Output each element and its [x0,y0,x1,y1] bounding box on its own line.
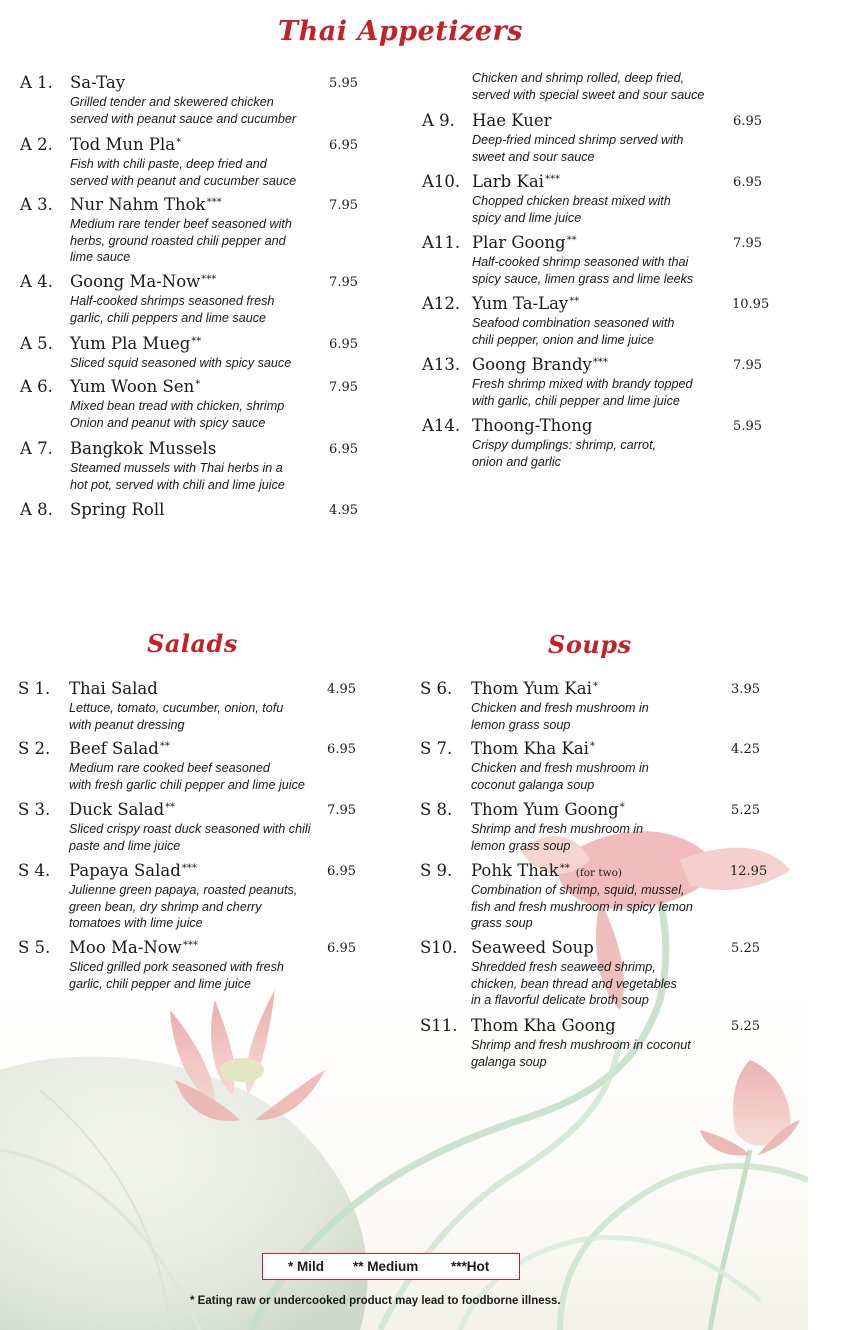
item-name [472,355,608,374]
item-code: A 4. [20,272,53,291]
item-name [70,272,216,291]
description-line: with garlic, chili pepper and lime juice [472,393,680,408]
item-name [70,195,222,214]
item-note: (for two) [575,867,623,879]
item-name [471,800,625,819]
item-code: A 2. [20,135,53,154]
item-price: 12.95 [730,864,768,879]
soups-title: Soups [548,630,632,659]
item-price: 7.95 [329,198,358,213]
description-line: Sliced grilled pork seasoned with fresh [69,960,284,974]
item-name [69,800,175,819]
item-name [70,439,216,458]
item-description [471,882,693,932]
spice-level: *** [544,174,560,185]
item-price: 7.95 [733,236,762,251]
item-name [471,679,598,698]
legend-mild: * Mild [288,1259,324,1274]
item-name [471,938,594,957]
item-price: 5.25 [731,1019,760,1034]
item-code: S 8. [420,800,453,819]
item-price: 4.95 [329,503,358,518]
description-line: tomatoes with lime juice [69,916,203,931]
item-code: A 6. [20,377,53,396]
item-price: 3.95 [731,682,760,697]
item-description [471,1037,691,1070]
item-description [471,821,643,854]
description-line: Steamed mussels with Thai herbs in a [70,461,283,475]
description-line: herbs, ground roasted chili pepper and [70,233,286,248]
item-name-text: Papaya Salad [69,861,181,880]
item-name [472,416,592,435]
item-name [69,938,198,957]
item-name [471,739,595,758]
item-name-text: Pohk Thak [471,861,559,880]
description-line: Shrimp and fresh mushroom in [471,822,644,836]
item-price: 6.95 [733,175,762,190]
spice-level: *** [182,940,198,951]
item-code: A11. [422,233,461,252]
item-name [70,135,181,154]
spice-legend [262,1253,520,1280]
description-line: garlic, chili pepper and lime juice [69,976,252,991]
item-description [471,700,649,733]
foodborne-warning: * Eating raw or undercooked product may lead to foodborne illness. [190,1295,561,1307]
item-code: A14. [422,416,461,435]
item-description [70,216,292,266]
item-code: A 1. [20,73,53,92]
description-line: green bean, dry shrimp and cherry [69,899,262,914]
item-name [70,377,200,396]
item-code: S 4. [18,861,51,880]
item-name [69,861,197,880]
description-line: Seafood combination seasoned with [472,316,675,330]
spice-level: ** [559,863,570,874]
description-line: Chopped chicken breast mixed with [472,194,671,208]
item-name-text: Yum Woon Sen [70,377,195,396]
description-line: lemon grass soup [471,838,571,853]
description-line: grass soup [471,916,533,931]
spice-level: ** [191,336,202,347]
item-code: A12. [422,294,461,313]
item-name [472,172,560,191]
item-description [69,959,284,992]
item-description [69,700,283,733]
item-description [70,355,291,372]
description-line: lime sauce [70,250,131,265]
item-price: 5.95 [329,76,358,91]
item-code: A 9. [422,111,455,130]
description-line: Medium rare cooked beef seasoned [69,761,270,775]
description-line: served with peanut sauce and cucumber [70,111,297,126]
item-description [70,460,285,493]
description-line: chicken, bean thread and vegetables [471,976,677,991]
description-line: Sliced squid seasoned with spicy sauce [70,356,292,370]
item-price: 6.95 [733,114,762,129]
item-name [472,294,579,313]
description-line: spicy and lime juice [472,210,582,225]
spice-level: * [195,379,201,390]
spice-level: *** [592,357,608,368]
description-line: hot pot, served with chili and lime juice [70,477,285,492]
spice-level: * [589,741,595,752]
spice-level: *** [201,274,217,285]
item-description [70,156,296,189]
item-description [70,94,296,127]
item-name-text: Bangkok Mussels [70,439,217,458]
item-name-text: Thom Kha Kai [471,739,589,758]
description-line: served with peanut and cucumber sauce [70,173,297,188]
description-line: Sliced crispy roast duck seasoned with chili [69,822,311,836]
item-price: 6.95 [329,138,358,153]
item-description [472,193,671,226]
right-margin [808,0,846,1330]
item-name-text: Thom Yum Kai [471,679,592,698]
legend-medium: ** Medium [353,1259,419,1274]
description-line: Combination of shrimp, squid, mussel, [471,883,685,897]
item-price: 10.95 [732,297,770,312]
item-price: 6.95 [327,941,356,956]
item-name-text: Thom Kha Goong [471,1016,616,1035]
description-line: chili pepper, onion and lime juice [472,332,655,347]
item-name-text: Moo Ma-Now [69,938,182,957]
item-code: A 8. [20,500,53,519]
item-code: S10. [420,938,458,957]
item-code: S 9. [420,861,453,880]
item-name-text: Goong Ma-Now [70,272,201,291]
item-description [471,959,677,1009]
item-code: S 1. [18,679,51,698]
item-code: S11. [420,1016,458,1035]
item-name-text: Thai Salad [69,679,158,698]
item-price: 5.25 [731,941,760,956]
item-name [472,111,551,130]
description-line: Half-cooked shrimp seasoned with thai [472,255,689,269]
description-line: with peanut dressing [69,717,185,732]
spice-level: * [176,137,182,148]
item-name-text: Thoong-Thong [472,416,593,435]
item-description [69,882,297,932]
description-line: Grilled tender and skewered chicken [70,95,274,109]
description-line: fish and fresh mushroom in spicy lemon [471,899,693,914]
description-line: Onion and peanut with spicy sauce [70,415,266,430]
description-line: coconut galanga soup [471,777,595,792]
item-name [471,861,622,880]
description-line: in a flavorful delicate broth soup [471,993,649,1008]
spice-level: ** [569,296,580,307]
description-line: Julienne green papaya, roasted peanuts, [69,883,298,897]
appetizers-title: Thai Appetizers [278,16,523,47]
item-code: S 5. [18,938,51,957]
item-name-text: Thom Yum Goong [471,800,619,819]
item-code: S 3. [18,800,51,819]
description-line: Chicken and fresh mushroom in [471,761,649,775]
spice-level: * [592,681,598,692]
item-description [472,132,683,165]
item-description [472,254,693,287]
item-code: A13. [422,355,461,374]
item-name-text: Nur Nahm Thok [70,195,206,214]
item-price: 6.95 [329,442,358,457]
description-line: Shrimp and fresh mushroom in coconut [471,1038,691,1052]
item-code: S 7. [420,739,453,758]
item-description [70,293,274,326]
description-line: with fresh garlic chili pepper and lime juice [69,777,305,792]
item-description [472,376,693,409]
item-description [471,760,649,793]
item-name-text: Yum Pla Mueg [70,334,191,353]
item-name-text: Sa-Tay [70,73,126,92]
description-line: onion and garlic [472,454,561,469]
item-price: 7.95 [329,275,358,290]
description-line: sweet and sour sauce [472,149,595,164]
item-price: 7.95 [329,380,358,395]
item-price: 6.95 [329,337,358,352]
description-line: Shredded fresh seaweed shrimp, [471,960,656,974]
description-line: galanga soup [471,1054,547,1069]
salads-title: Salads [147,629,238,658]
item-name-text: Tod Mun Pla [70,135,176,154]
spice-level: ** [165,802,176,813]
item-name [70,500,164,519]
item-code: S 6. [420,679,453,698]
description-line: Mixed bean tread with chicken, shrimp [70,399,285,413]
description-line: Fish with chili paste, deep fried and [70,157,267,171]
item-name-text: Hae Kuer [472,111,552,130]
spice-level: *** [181,863,197,874]
description-line: spicy sauce, limen grass and lime leeks [472,271,694,286]
description-line: Crispy dumplings: shrimp, carrot, [472,438,657,452]
item-price: 6.95 [327,742,356,757]
description-line: Half-cooked shrimps seasoned fresh [70,294,275,308]
description-line: Fresh shrimp mixed with brandy topped [472,377,693,391]
legend-hot: ***Hot [451,1259,490,1274]
spice-level: * [619,802,625,813]
spice-level: ** [159,741,170,752]
spice-level: ** [566,235,577,246]
description-line: Deep-fried minced shrimp served with [472,133,684,147]
item-code: A 5. [20,334,53,353]
item-code: A10. [422,172,461,191]
item-description [70,398,284,431]
item-price: 4.95 [327,682,356,697]
description-line: lemon grass soup [471,717,571,732]
item-name [70,334,201,353]
item-price: 4.25 [731,742,760,757]
item-name [471,1016,616,1035]
item-name [472,233,577,252]
description-line: Chicken and fresh mushroom in [471,701,649,715]
item-description [69,760,305,793]
description-line: Lettuce, tomato, cucumber, onion, tofu [69,701,284,715]
continued-description: Chicken and shrimp rolled, deep fried, served with special sweet and sour sauce [472,71,705,102]
item-code: A 7. [20,439,53,458]
item-description [472,315,674,348]
description-line: garlic, chili peppers and lime sauce [70,310,267,325]
item-description [69,821,311,854]
spice-level: *** [206,197,222,208]
item-price: 7.95 [733,358,762,373]
item-name [69,679,158,698]
item-name-text: Plar Goong [472,233,566,252]
item-name-text: Seaweed Soup [471,938,594,957]
item-price: 6.95 [327,864,356,879]
item-name-text: Duck Salad [69,800,165,819]
item-name [69,739,170,758]
item-name-text: Spring Roll [70,500,165,519]
item-name-text: Beef Salad [69,739,159,758]
item-code: A 3. [20,195,53,214]
description-line: paste and lime juice [69,838,181,853]
item-name-text: Yum Ta-Lay [472,294,569,313]
item-price: 5.25 [731,803,760,818]
item-price: 5.95 [733,419,762,434]
item-code: S 2. [18,739,51,758]
item-description [472,437,656,470]
description-line: Medium rare tender beef seasoned with [70,217,292,231]
item-name-text: Larb Kai [472,172,544,191]
item-name-text: Goong Brandy [472,355,592,374]
item-name [70,73,125,92]
item-price: 7.95 [327,803,356,818]
